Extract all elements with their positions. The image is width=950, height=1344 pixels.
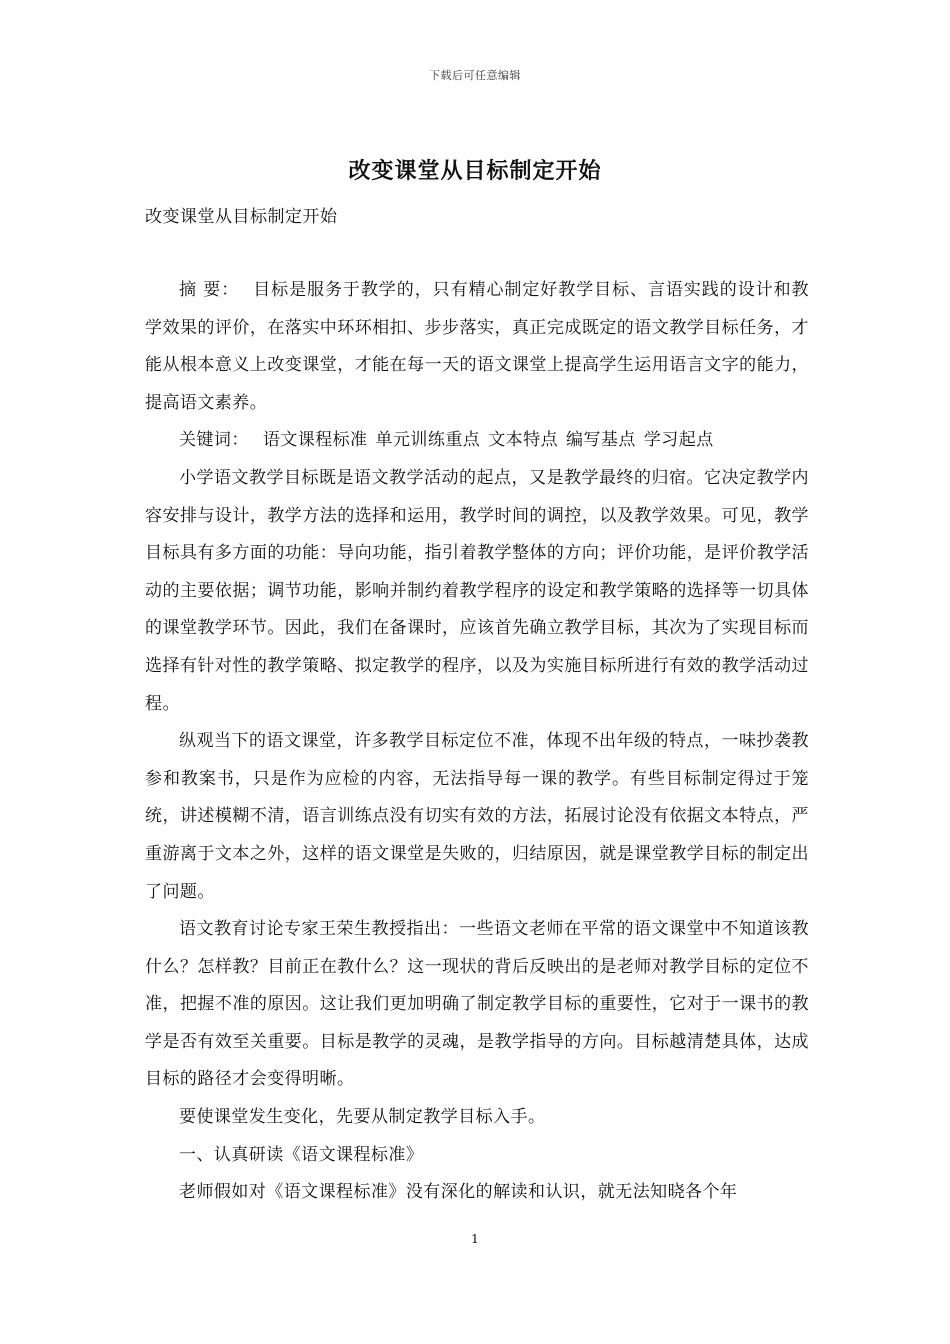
- abstract-text: 目标是服务于教学的，只有精心制定好教学目标、言语实践的设计和教学效果的评价，在落实中环环相扣、步步落实，真正完成既定的语文教学目标任务，才能从根本意义上改变课堂，才能在每一天的语文课堂上提高学生运用语言文字的能力，提高语文素养。: [145, 280, 809, 413]
- keyword-item: 文本特点: [488, 430, 559, 451]
- document-subtitle: 改变课堂从目标制定开始: [145, 207, 338, 227]
- keywords-paragraph: [145, 422, 809, 460]
- body-paragraph: 老师假如对《语文课程标准》没有深化的解读和认识，就无法知晓各个年: [179, 1182, 738, 1203]
- keyword-item: 编写基点: [566, 430, 636, 451]
- document-body: [145, 272, 809, 1212]
- abstract-label: 摘 要：: [179, 280, 240, 300]
- body-paragraph: 纵观当下的语文课堂，许多教学目标定位不准，体现不出年级的特点，一味抄袭教参和教案书，只是作为应检的内容，无法指导每一课的教学。有些目标制定得过于笼统，讲述模糊不清，语言训练点没有切实有效的方法，拓展讨论没有依据文本特点，严重游离于文本之外，这样的语文课堂是失败的，归结原因，就是课堂教学目标的制定出了问题。: [145, 731, 809, 902]
- keyword-item: 单元训练重点: [375, 430, 481, 451]
- keywords-label: 关键词：: [179, 430, 249, 451]
- document-title: 改变课堂从目标制定开始: [348, 158, 602, 184]
- abstract-paragraph: [145, 272, 809, 422]
- section-heading: 一、认真研读《语文课程标准》: [179, 1144, 424, 1165]
- header-note: 下载后可任意编辑: [429, 69, 521, 82]
- body-paragraph: 要使课堂发生变化，先要从制定教学目标入手。: [179, 1107, 546, 1128]
- page-number: 1: [471, 1232, 479, 1246]
- body-paragraph: 小学语文教学目标既是语文教学活动的起点，又是教学最终的归宿。它决定教学内容安排与设计，教学方法的选择和运用，教学时间的调控，以及教学效果。可见，教学目标具有多方面的功能：导向功能，指引着教学整体的方向；评价功能，是评价教学活动的主要依据；调节功能，影响并制约着教学程序的设定和教学策略的选择等一切具体的课堂教学环节。因此，我们在备课时，应该首先确立教学目标，其次为了实现目标而选择有针对性的教学策略、拟定教学的程序，以及为实施目标所进行有效的教学活动过程。: [145, 467, 809, 714]
- body-paragraph: 语文教育讨论专家王荣生教授指出：一些语文老师在平常的语文课堂中不知道该教什么？怎样教？目前正在教什么？这一现状的背后反映出的是老师对教学目标的定位不准，把握不准的原因。这让我们更加明确了制定教学目标的重要性，它对于一课书的教学是否有效至关重要。目标是教学的灵魂，是教学指导的方向。目标越清楚具体，达成目标的路径才会变得明晰。: [145, 919, 809, 1090]
- keyword-item: 学习起点: [643, 430, 714, 451]
- keyword-item: 语文课程标准: [262, 430, 368, 451]
